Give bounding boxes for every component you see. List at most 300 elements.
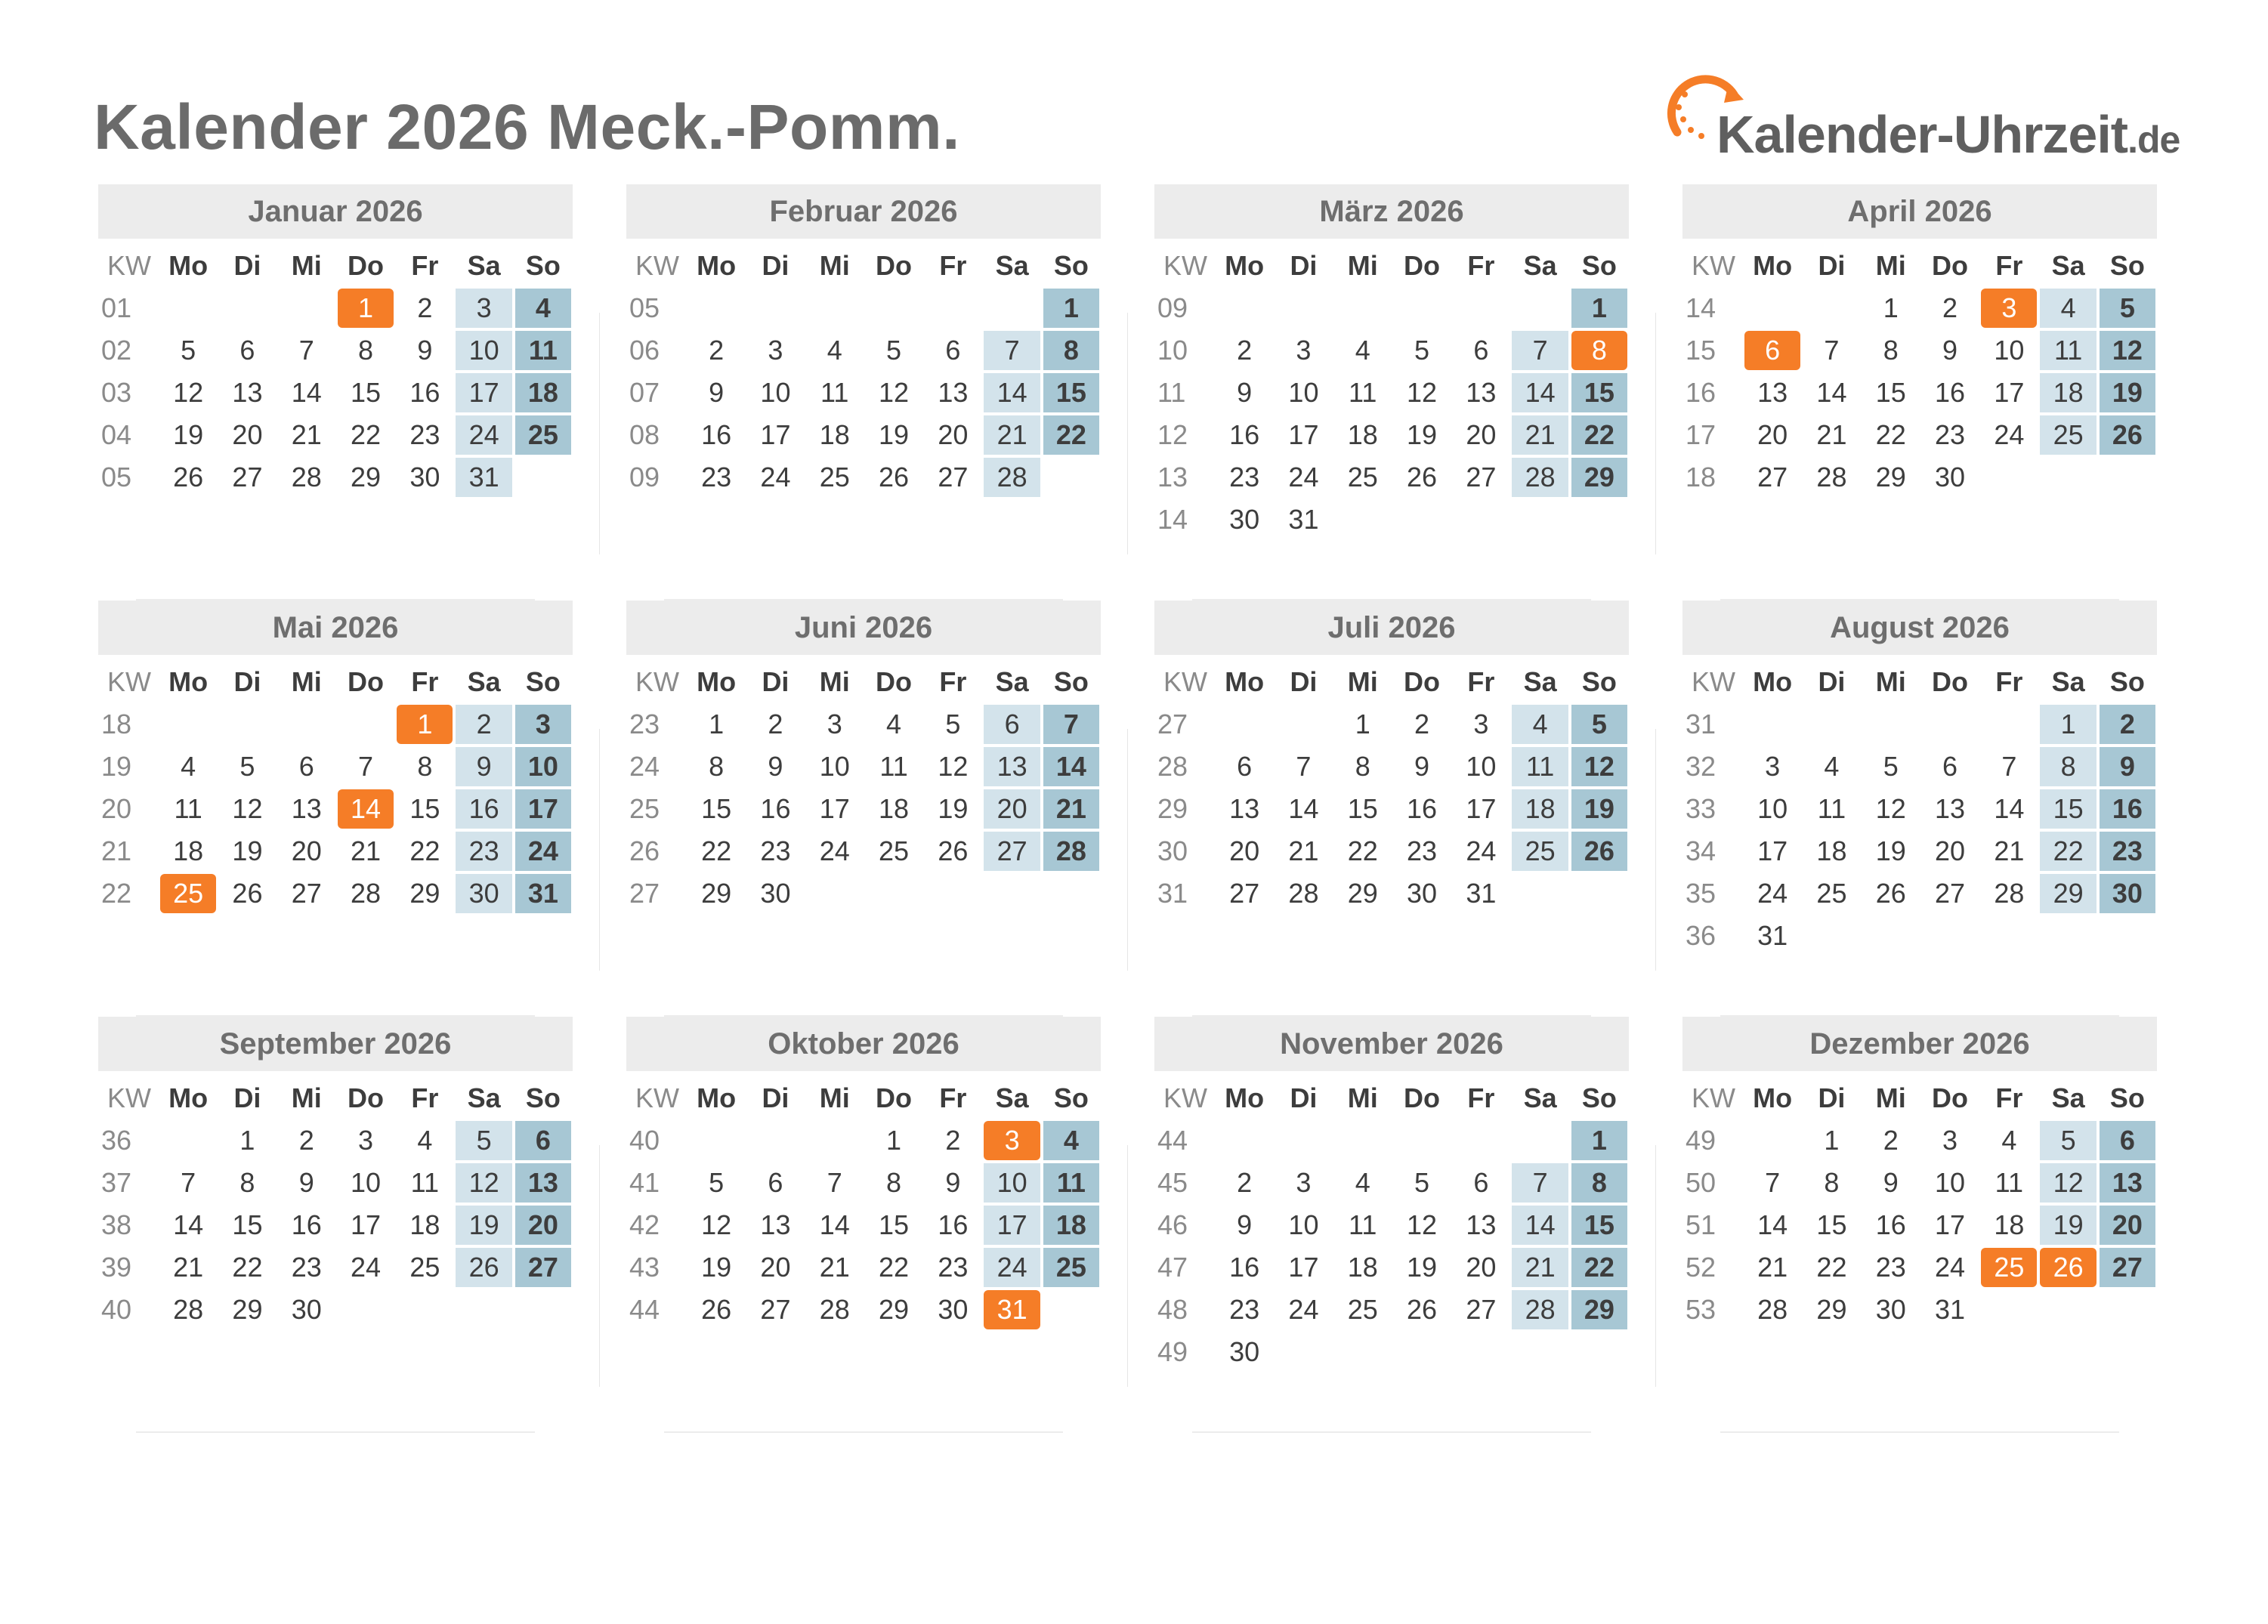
- month-title: September 2026: [98, 1017, 573, 1071]
- calendar-day: 17: [351, 1209, 382, 1240]
- calendar-day: 11: [1817, 793, 1846, 824]
- calendar-day: 29: [2040, 874, 2096, 913]
- empty-day: [1335, 1332, 1391, 1372]
- calendar-day: 15: [1816, 1209, 1847, 1240]
- calendar-day: 20: [1466, 1252, 1497, 1283]
- holiday-day: 25: [1981, 1248, 2037, 1287]
- calendar-day: 6: [1237, 751, 1253, 782]
- calendar-day: 17: [760, 419, 791, 450]
- calendar-day: 21: [1816, 419, 1847, 450]
- week-number: 25: [629, 793, 660, 824]
- empty-day: [1744, 289, 1800, 328]
- calendar-day: 17: [984, 1206, 1040, 1245]
- week-number: 36: [101, 1125, 132, 1156]
- empty-day: [338, 1290, 394, 1329]
- weekday-header: So: [1581, 250, 1617, 281]
- calendar-day: 25: [2040, 415, 2096, 455]
- week-number: 51: [1686, 1209, 1716, 1240]
- holiday-day: 8: [1571, 331, 1627, 370]
- calendar-day: 25: [1347, 462, 1378, 492]
- brand-logo[interactable]: [1662, 60, 2221, 174]
- calendar-day: 6: [515, 1121, 571, 1160]
- calendar-day: 17: [1757, 835, 1788, 866]
- calendar-day: 1: [1571, 289, 1627, 328]
- calendar-day: 17: [1466, 793, 1497, 824]
- calendar-day: 3: [358, 1125, 374, 1156]
- calendar-day: 22: [1043, 415, 1099, 455]
- row-divider: [136, 1431, 535, 1433]
- empty-day: [1981, 1290, 2037, 1329]
- calendar-day: 23: [1875, 1252, 1906, 1283]
- calendar-day: 19: [2040, 1206, 2096, 1245]
- week-number: 10: [1157, 335, 1188, 366]
- empty-day: [1512, 1121, 1568, 1160]
- calendar-day: 25: [819, 462, 850, 492]
- calendar-day: 12: [879, 377, 910, 408]
- calendar-day: 16: [938, 1209, 969, 1240]
- empty-day: [515, 458, 571, 497]
- holiday-day: 14: [338, 789, 394, 829]
- calendar-day: 24: [1288, 462, 1319, 492]
- calendar-day: 18: [1347, 1252, 1378, 1283]
- calendar-day: 29: [409, 878, 440, 909]
- empty-day: [1335, 289, 1391, 328]
- calendar-day: 7: [827, 1167, 842, 1198]
- calendar-day: 2: [945, 1125, 961, 1156]
- calendar-day: 15: [1043, 373, 1099, 412]
- calendar-day: 29: [1875, 462, 1906, 492]
- calendar-day: 14: [819, 1209, 850, 1240]
- calendar-day: 12: [232, 793, 263, 824]
- calendar-day: 19: [879, 419, 910, 450]
- calendar-day: 23: [1229, 1294, 1260, 1325]
- week-number: 20: [101, 793, 132, 824]
- empty-day: [1394, 1121, 1450, 1160]
- calendar-day: 10: [1994, 335, 2025, 366]
- holiday-day: 3: [1981, 289, 2037, 328]
- month-block: [626, 1017, 1101, 1433]
- weekday-header: Do: [348, 250, 385, 281]
- calendar-day: 27: [984, 832, 1040, 871]
- calendar-day: 20: [1466, 419, 1497, 450]
- calendar-day: 8: [1824, 1167, 1840, 1198]
- month-table: [626, 661, 1101, 915]
- calendar-day: 4: [1512, 705, 1568, 744]
- calendar-day: 2: [1237, 335, 1253, 366]
- calendar-day: 13: [1757, 377, 1788, 408]
- week-number: 49: [1157, 1336, 1188, 1367]
- calendar-day: 24: [1757, 878, 1788, 909]
- calendar-day: 10: [351, 1167, 382, 1198]
- calendar-day: 3: [1296, 1167, 1312, 1198]
- calendar-day: 18: [2040, 373, 2096, 412]
- calendar-day: 20: [1935, 835, 1966, 866]
- empty-day: [925, 289, 981, 328]
- week-number-header: KW: [1692, 1082, 1735, 1113]
- calendar-day: 15: [232, 1209, 263, 1240]
- week-number-header: KW: [1163, 250, 1207, 281]
- empty-day: [1512, 500, 1568, 539]
- month-table: [1154, 661, 1629, 915]
- calendar-day: 9: [1237, 377, 1253, 408]
- month-title: August 2026: [1682, 601, 2157, 655]
- week-number: 34: [1686, 835, 1716, 866]
- calendar-day: 6: [984, 705, 1040, 744]
- calendar-day: 11: [1349, 377, 1377, 408]
- calendar-day: 24: [760, 462, 791, 492]
- logo-tld: .de: [2127, 119, 2180, 161]
- month-block: [1154, 1017, 1629, 1433]
- empty-day: [1275, 1121, 1331, 1160]
- week-number-header: KW: [1163, 666, 1207, 697]
- empty-day: [1803, 705, 1859, 744]
- month-title: Oktober 2026: [626, 1017, 1101, 1071]
- weekday-header: Mi: [819, 1082, 850, 1113]
- calendar-day: 18: [819, 419, 850, 450]
- month-table: [1154, 245, 1629, 541]
- calendar-day: 5: [945, 709, 961, 739]
- weekday-header: So: [525, 666, 561, 697]
- empty-day: [160, 705, 216, 744]
- weekday-header: Mi: [819, 666, 850, 697]
- calendar-day: 14: [1816, 377, 1847, 408]
- calendar-day: 9: [1883, 1167, 1899, 1198]
- calendar-day: 26: [1571, 832, 1627, 871]
- calendar-day: 28: [1288, 878, 1319, 909]
- calendar-day: 1: [2040, 705, 2096, 744]
- calendar-day: 28: [984, 458, 1040, 497]
- calendar-day: 12: [2100, 331, 2155, 370]
- week-number: 50: [1686, 1167, 1716, 1198]
- calendar-day: 23: [1935, 419, 1966, 450]
- calendar-day: 25: [1512, 832, 1568, 871]
- weekday-header: So: [1053, 250, 1089, 281]
- weekday-header: Di: [1290, 1082, 1318, 1113]
- calendar-day: 20: [938, 419, 969, 450]
- logo-wordmark: [1716, 104, 2180, 165]
- empty-day: [747, 289, 803, 328]
- calendar-day: 25: [409, 1252, 440, 1283]
- calendar-day: 7: [298, 335, 314, 366]
- calendar-day: 19: [232, 835, 263, 866]
- calendar-day: 15: [1875, 377, 1906, 408]
- calendar-day: 12: [701, 1209, 732, 1240]
- week-number: 38: [101, 1209, 132, 1240]
- calendar-day: 24: [1288, 1294, 1319, 1325]
- month-table: [626, 1077, 1101, 1331]
- calendar-day: 22: [232, 1252, 263, 1283]
- week-number: 07: [629, 377, 660, 408]
- week-number: 05: [101, 462, 132, 492]
- weekday-header: Di: [233, 250, 261, 281]
- week-number: 37: [101, 1167, 132, 1198]
- calendar-day: 2: [768, 709, 783, 739]
- calendar-day: 25: [515, 415, 571, 455]
- calendar-day: 1: [239, 1125, 255, 1156]
- calendar-day: 15: [1347, 793, 1378, 824]
- calendar-day: 3: [1765, 751, 1781, 782]
- empty-day: [1512, 289, 1568, 328]
- column-divider: [1655, 1145, 1656, 1387]
- calendar-day: 14: [1512, 1206, 1568, 1245]
- calendar-day: 9: [945, 1167, 961, 1198]
- calendar-day: 23: [456, 832, 511, 871]
- calendar-day: 10: [1757, 793, 1788, 824]
- weekday-header: Fr: [1995, 1082, 2023, 1113]
- weekday-header: Sa: [995, 1082, 1029, 1113]
- empty-day: [2100, 916, 2155, 956]
- calendar-day: 2: [709, 335, 725, 366]
- calendar-day: 30: [291, 1294, 322, 1325]
- empty-day: [219, 705, 275, 744]
- calendar-day: 26: [701, 1294, 732, 1325]
- calendar-day: 25: [1043, 1248, 1099, 1287]
- calendar-day: 16: [291, 1209, 322, 1240]
- calendar-day: 5: [456, 1121, 511, 1160]
- weekday-header: Do: [876, 1082, 913, 1113]
- calendar-day: 26: [173, 462, 204, 492]
- week-number: 30: [1157, 835, 1188, 866]
- calendar-day: 21: [1288, 835, 1319, 866]
- calendar-day: 27: [1757, 462, 1788, 492]
- logo-name: Kalender-Uhrzeit: [1716, 105, 2128, 164]
- calendar-day: 28: [291, 462, 322, 492]
- calendar-day: 18: [1043, 1206, 1099, 1245]
- weekday-header: Do: [876, 666, 913, 697]
- calendar-day: 22: [1816, 1252, 1847, 1283]
- empty-day: [807, 289, 863, 328]
- empty-day: [1744, 1121, 1800, 1160]
- calendar-day: 6: [1473, 1167, 1489, 1198]
- weekday-header: Do: [1404, 250, 1441, 281]
- calendar-day: 5: [886, 335, 902, 366]
- week-number-header: KW: [107, 666, 151, 697]
- calendar-day: 15: [879, 1209, 910, 1240]
- weekday-header: Mi: [1875, 1082, 1906, 1113]
- empty-day: [1394, 1332, 1450, 1372]
- calendar-day: 26: [1407, 462, 1438, 492]
- calendar-day: 4: [827, 335, 842, 366]
- calendar-day: 30: [938, 1294, 969, 1325]
- calendar-day: 8: [358, 335, 374, 366]
- calendar-day: 30: [1229, 1336, 1260, 1367]
- calendar-day: 23: [2100, 832, 2155, 871]
- column-divider: [1127, 1145, 1128, 1387]
- weekday-header: Mi: [291, 1082, 322, 1113]
- calendar-day: 25: [879, 835, 910, 866]
- week-number: 43: [629, 1252, 660, 1283]
- weekday-header: Mo: [697, 666, 737, 697]
- calendar-day: 6: [239, 335, 255, 366]
- calendar-day: 23: [938, 1252, 969, 1283]
- calendar-day: 5: [2100, 289, 2155, 328]
- empty-day: [925, 874, 981, 913]
- calendar-day: 12: [1875, 793, 1906, 824]
- calendar-day: 18: [1994, 1209, 2025, 1240]
- weekday-header: Sa: [467, 250, 501, 281]
- calendar-day: 15: [701, 793, 732, 824]
- calendar-day: 4: [886, 709, 902, 739]
- page-title: Kalender 2026 Meck.-Pomm.: [94, 91, 960, 162]
- month-title: März 2026: [1154, 184, 1629, 239]
- calendar-day: 6: [298, 751, 314, 782]
- calendar-day: 18: [173, 835, 204, 866]
- calendar-day: 22: [1571, 1248, 1627, 1287]
- weekday-header: Do: [1932, 1082, 1969, 1113]
- week-number: 40: [629, 1125, 660, 1156]
- calendar-day: 13: [1466, 377, 1497, 408]
- calendar-day: 29: [701, 878, 732, 909]
- calendar-day: 7: [358, 751, 374, 782]
- calendar-day: 20: [515, 1206, 571, 1245]
- calendar-day: 13: [1935, 793, 1966, 824]
- column-divider: [1127, 729, 1128, 971]
- calendar-day: 1: [1043, 289, 1099, 328]
- calendar-day: 16: [1229, 419, 1260, 450]
- weekday-header: Fr: [939, 250, 967, 281]
- calendar-day: 28: [1043, 832, 1099, 871]
- calendar-day: 9: [417, 335, 433, 366]
- empty-day: [2040, 458, 2096, 497]
- calendar-day: 2: [2100, 705, 2155, 744]
- weekday-header: Mo: [1753, 666, 1793, 697]
- calendar-day: 6: [2100, 1121, 2155, 1160]
- calendar-day: 4: [1043, 1121, 1099, 1160]
- calendar-day: 16: [760, 793, 791, 824]
- weekday-header: Sa: [995, 250, 1029, 281]
- week-number: 31: [1157, 878, 1188, 909]
- calendar-day: 30: [1229, 504, 1260, 535]
- week-number: 05: [629, 292, 660, 323]
- weekday-header: Sa: [1523, 666, 1557, 697]
- weekday-header: Do: [348, 666, 385, 697]
- calendar-day: 16: [1229, 1252, 1260, 1283]
- calendar-day: 24: [984, 1248, 1040, 1287]
- calendar-day: 28: [173, 1294, 204, 1325]
- weekday-header: Mo: [168, 666, 209, 697]
- calendar-day: 10: [1466, 751, 1497, 782]
- calendar-day: 6: [1473, 335, 1489, 366]
- calendar-day: 10: [456, 331, 511, 370]
- week-number: 04: [101, 419, 132, 450]
- week-number-header: KW: [1692, 250, 1735, 281]
- column-divider: [599, 1145, 600, 1387]
- calendar-day: 3: [1473, 709, 1489, 739]
- calendar-day: 22: [1571, 415, 1627, 455]
- calendar-day: 16: [2100, 789, 2155, 829]
- calendar-day: 4: [515, 289, 571, 328]
- week-number-header: KW: [107, 250, 151, 281]
- month-table: [98, 661, 573, 915]
- calendar-day: 12: [938, 751, 969, 782]
- calendar-day: 22: [879, 1252, 910, 1283]
- calendar-day: 19: [1407, 419, 1438, 450]
- calendar-day: 8: [1883, 335, 1899, 366]
- calendar-day: 29: [1571, 1290, 1627, 1329]
- holiday-day: 31: [984, 1290, 1040, 1329]
- empty-day: [1043, 458, 1099, 497]
- calendar-day: 27: [1229, 878, 1260, 909]
- calendar-day: 10: [819, 751, 850, 782]
- calendar-day: 2: [1942, 292, 1958, 323]
- calendar-day: 7: [1512, 331, 1568, 370]
- weekday-header: Fr: [939, 666, 967, 697]
- calendar-day: 26: [1407, 1294, 1438, 1325]
- calendar-day: 31: [456, 458, 511, 497]
- week-number: 12: [1157, 419, 1188, 450]
- week-number: 17: [1686, 419, 1716, 450]
- year-calendar-grid: [98, 184, 2157, 1433]
- empty-day: [1275, 1332, 1331, 1372]
- month-title: Juni 2026: [626, 601, 1101, 655]
- calendar-day: 24: [515, 832, 571, 871]
- calendar-day: 16: [1875, 1209, 1906, 1240]
- calendar-day: 2: [1883, 1125, 1899, 1156]
- calendar-day: 14: [1994, 793, 2025, 824]
- month-block: [98, 184, 573, 601]
- calendar-day: 23: [291, 1252, 322, 1283]
- calendar-day: 1: [709, 709, 725, 739]
- calendar-day: 14: [1288, 793, 1319, 824]
- calendar-day: 4: [1824, 751, 1840, 782]
- empty-day: [1981, 705, 2037, 744]
- week-number: 40: [101, 1294, 132, 1325]
- weekday-header: Di: [762, 666, 789, 697]
- weekday-header: Sa: [2051, 1082, 2085, 1113]
- calendar-day: 18: [1347, 419, 1378, 450]
- calendar-day: 26: [2100, 415, 2155, 455]
- column-divider: [1127, 313, 1128, 554]
- calendar-day: 9: [1414, 751, 1430, 782]
- weekday-header: Fr: [1995, 250, 2023, 281]
- calendar-day: 15: [351, 377, 382, 408]
- calendar-day: 19: [2100, 373, 2155, 412]
- week-number: 45: [1157, 1167, 1188, 1198]
- calendar-day: 1: [886, 1125, 902, 1156]
- month-block: [98, 1017, 573, 1433]
- calendar-day: 11: [2040, 331, 2096, 370]
- calendar-day: 10: [760, 377, 791, 408]
- week-number: 11: [1157, 377, 1186, 408]
- weekday-header: Do: [876, 250, 913, 281]
- weekday-header: So: [1581, 666, 1617, 697]
- month-table: [1682, 245, 2157, 499]
- calendar-day: 26: [232, 878, 263, 909]
- calendar-day: 10: [984, 1163, 1040, 1203]
- calendar-day: 30: [2100, 874, 2155, 913]
- calendar-day: 28: [1816, 462, 1847, 492]
- calendar-day: 17: [819, 793, 850, 824]
- empty-day: [219, 289, 275, 328]
- calendar-day: 19: [1407, 1252, 1438, 1283]
- weekday-header: Mi: [1875, 250, 1906, 281]
- calendar-day: 5: [1414, 335, 1430, 366]
- calendar-day: 9: [768, 751, 783, 782]
- holiday-day: 3: [984, 1121, 1040, 1160]
- weekday-header: Di: [762, 1082, 789, 1113]
- calendar-day: 27: [2100, 1248, 2155, 1287]
- calendar-day: 6: [768, 1167, 783, 1198]
- calendar-day: 13: [291, 793, 322, 824]
- month-block: [626, 184, 1101, 601]
- calendar-day: 30: [1875, 1294, 1906, 1325]
- calendar-day: 21: [291, 419, 322, 450]
- calendar-day: 13: [938, 377, 969, 408]
- calendar-day: 9: [709, 377, 725, 408]
- row-divider: [1720, 1431, 2119, 1433]
- column-divider: [599, 729, 600, 971]
- empty-day: [1803, 289, 1859, 328]
